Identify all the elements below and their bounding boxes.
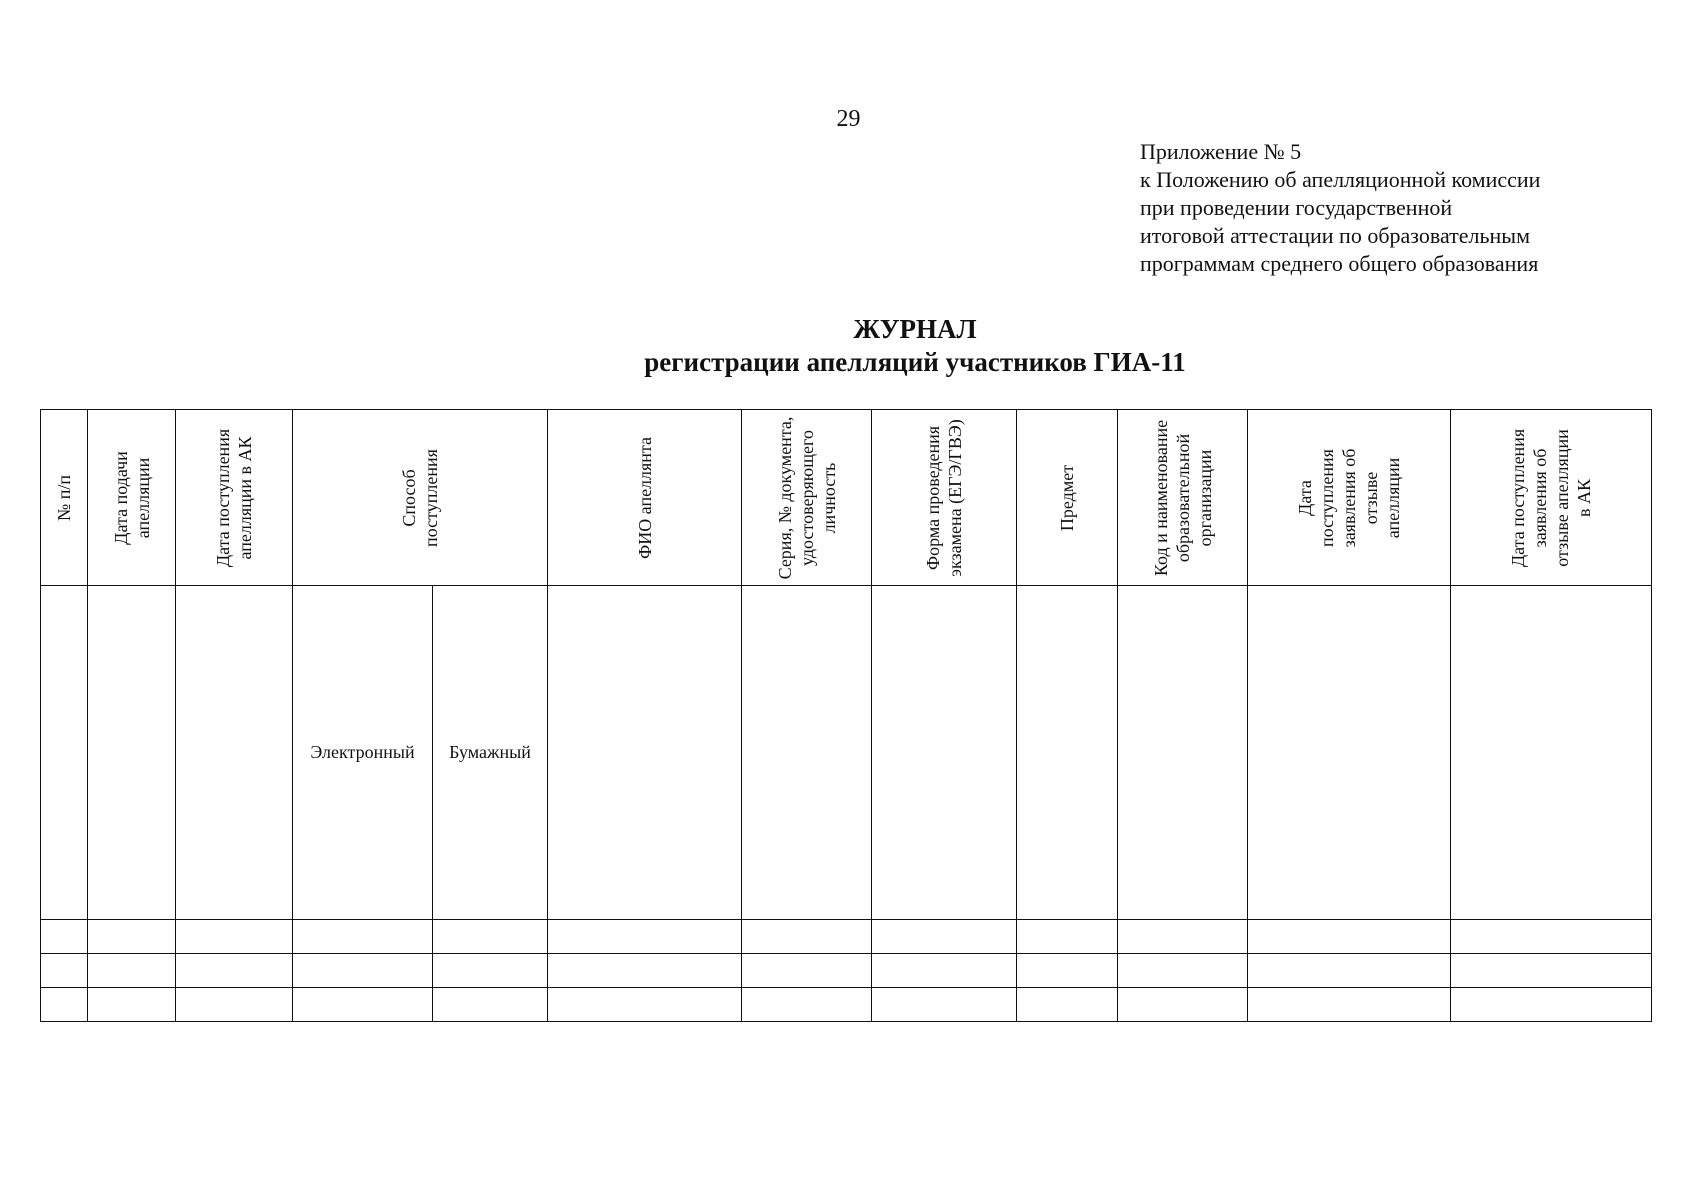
- table-cell: [41, 920, 88, 954]
- table-cell: [1451, 586, 1652, 920]
- table-cell: [88, 586, 176, 920]
- header-row: [41, 410, 1652, 586]
- table-cell: [176, 954, 293, 988]
- header-submission-date: Дата подачи апелляции: [88, 410, 176, 586]
- appendix-line: к Положению об апелляционной комиссии: [1140, 167, 1541, 192]
- table-row: [41, 988, 1652, 1022]
- table-cell: [1118, 586, 1248, 920]
- appendix-note: [1140, 138, 1540, 278]
- header-subject: Предмет: [1017, 410, 1118, 586]
- header-receipt-date: Дата поступления апелляции в АК: [176, 410, 293, 586]
- table-cell: [1451, 954, 1652, 988]
- method-paper-label: Бумажный: [433, 586, 548, 920]
- table-cell: [1017, 586, 1118, 920]
- table-cell: [88, 954, 176, 988]
- table-cell: [548, 988, 742, 1022]
- appeals-journal-table: [40, 409, 1652, 1022]
- header-full-name: ФИО апеллянта: [548, 410, 742, 586]
- appendix-line: итоговой аттестации по образовательным: [1140, 223, 1531, 248]
- table-cell: [41, 954, 88, 988]
- table-cell: [293, 920, 433, 954]
- method-electronic-label: Электронный: [293, 586, 433, 920]
- table-cell: [872, 988, 1017, 1022]
- table-cell: [293, 954, 433, 988]
- document-title: [0, 313, 1697, 379]
- table-cell: [88, 988, 176, 1022]
- header-organization: Код и наименование образовательной организации: [1118, 410, 1248, 586]
- table-cell: [433, 920, 548, 954]
- table-cell: [433, 988, 548, 1022]
- table-cell: [742, 920, 872, 954]
- page-number: 29: [836, 106, 861, 132]
- table-cell: [1248, 988, 1451, 1022]
- table-row: [41, 954, 1652, 988]
- table-cell: [433, 954, 548, 988]
- header-withdrawal-date: Дата поступления заявления об отзыве апелляции: [1248, 410, 1451, 586]
- header-withdrawal-ak-date: Дата поступления заявления об отзыве апелляции в АК: [1451, 410, 1652, 586]
- table-cell: [872, 586, 1017, 920]
- table-cell: [176, 988, 293, 1022]
- table-cell: [1017, 988, 1118, 1022]
- appendix-line: при проведении государственной: [1140, 195, 1453, 220]
- table-cell: [1451, 920, 1652, 954]
- table-row: [41, 920, 1652, 954]
- table-cell: [742, 954, 872, 988]
- table-cell: [176, 920, 293, 954]
- table-row: [41, 586, 1652, 920]
- table-cell: [1248, 586, 1451, 920]
- header-submission-method: Способ поступления: [293, 410, 548, 586]
- table-cell: [872, 920, 1017, 954]
- title-main: ЖУРНАЛ: [853, 314, 977, 344]
- header-number: № п/п: [41, 410, 88, 586]
- table-cell: [1248, 920, 1451, 954]
- table-cell: [1118, 920, 1248, 954]
- table-cell: [548, 954, 742, 988]
- table-cell: [176, 586, 293, 920]
- table-cell: [548, 920, 742, 954]
- table-cell: [41, 586, 88, 920]
- table-cell: [548, 586, 742, 920]
- table-cell: [1017, 954, 1118, 988]
- table-cell: [1248, 954, 1451, 988]
- header-id-document: Серия, № документа, удостоверяющего личность: [742, 410, 872, 586]
- table-cell: [1017, 920, 1118, 954]
- appendix-line: Приложение № 5: [1140, 139, 1302, 164]
- table-cell: [1451, 988, 1652, 1022]
- table-cell: [41, 988, 88, 1022]
- table-cell: [742, 586, 872, 920]
- title-subtitle: регистрации апелляций участников ГИА-11: [644, 347, 1186, 377]
- header-exam-form: Форма проведения экзамена (ЕГЭ/ГВЭ): [872, 410, 1017, 586]
- table-cell: [872, 954, 1017, 988]
- table-cell: [742, 988, 872, 1022]
- table-cell: [88, 920, 176, 954]
- table-cell: [1118, 988, 1248, 1022]
- appendix-line: программам среднего общего образования: [1140, 251, 1539, 276]
- table-cell: [293, 988, 433, 1022]
- table-cell: [1118, 954, 1248, 988]
